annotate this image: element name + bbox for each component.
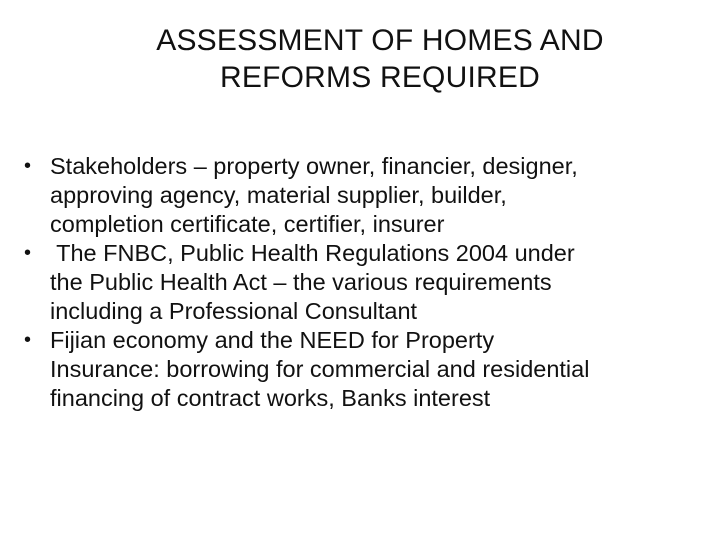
bullet-text-line: Insurance: borrowing for commercial and residential xyxy=(50,356,590,382)
bullet-text-line: Fijian economy and the NEED for Property xyxy=(50,327,495,353)
bullet-text-line: including a Professional Consultant xyxy=(50,298,418,324)
title-line-1: ASSESSMENT OF HOMES AND xyxy=(156,24,604,57)
bullet-dot-icon: • xyxy=(24,155,32,177)
bullet-text-line: approving agency, material supplier, builder, xyxy=(50,182,507,208)
bullet-item-economy xyxy=(24,326,700,413)
bullet-item-stakeholders xyxy=(24,152,700,239)
bullet-list xyxy=(24,152,700,413)
bullet-dot-icon: • xyxy=(24,329,32,351)
slide-title xyxy=(60,22,700,96)
bullet-item-regulations xyxy=(24,239,700,326)
bullet-text-line: The FNBC, Public Health Regulations 2004 under xyxy=(50,240,575,266)
bullet-dot-icon: • xyxy=(24,242,32,264)
bullet-text-line: Stakeholders – property owner, financier, designer, xyxy=(50,153,578,179)
bullet-text-line: financing of contract works, Banks interest xyxy=(50,385,491,411)
bullet-text-line: completion certificate, certifier, insurer xyxy=(50,211,445,237)
title-line-2: REFORMS REQUIRED xyxy=(220,61,540,94)
bullet-text-line: the Public Health Act – the various requirements xyxy=(50,269,552,295)
